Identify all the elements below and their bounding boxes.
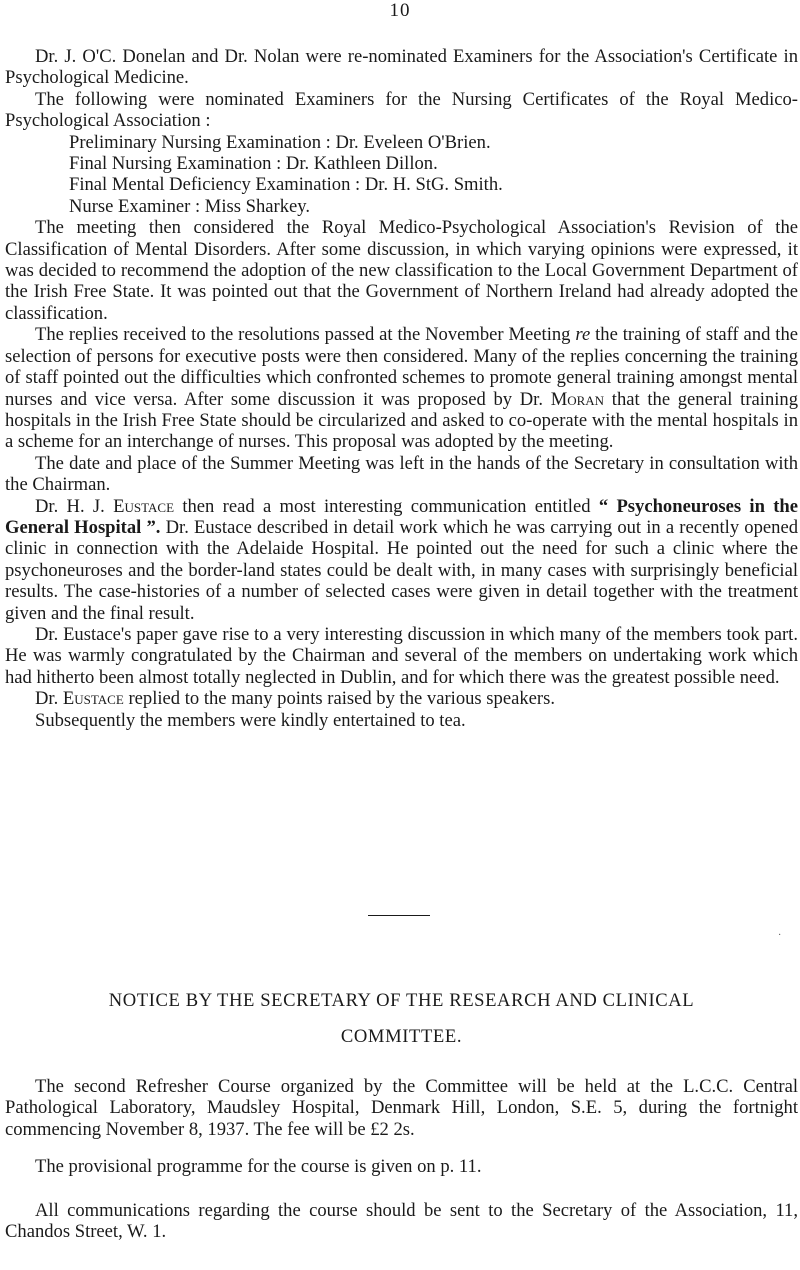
paragraph-summer-meeting: The date and place of the Summer Meeting was left in the hands of the Secretary in consultation with the Chairman. (5, 452, 798, 496)
notice-body (5, 1076, 798, 1140)
notice-paragraph-programme: The provisional programme for the course is given on p. 11. (35, 1156, 482, 1177)
speck-mark: · (778, 930, 782, 941)
section-divider (368, 915, 430, 916)
communication-title: “ Psychoneuroses in the General Hospital ”. (5, 495, 799, 538)
paragraph-tea: Subsequently the members were kindly entertained to tea. (35, 709, 466, 731)
examiner-line: Preliminary Nursing Examination : Dr. Eveleen O'Brien. (69, 131, 491, 153)
notice-heading-line2: COMMITTEE. (340, 1026, 463, 1047)
notice-heading-line1: NOTICE BY THE SECRETARY OF THE RESEARCH AND CLINICAL (108, 990, 695, 1011)
speaker-name: Moran (550, 388, 605, 410)
speaker-name: Eustace (62, 688, 124, 710)
notice-body-communications (5, 1200, 798, 1243)
paragraph-examiners-renominated: Dr. J. O'C. Donelan and Dr. Nolan were re-nominated Examiners for the Association's Certificate in Psychological Medicine. (5, 46, 798, 89)
page-number: 10 (389, 0, 411, 21)
notice-body-programme (5, 1156, 798, 1177)
paragraph-classification: The meeting then considered the Royal Medico-Psychological Association's Revision of the Classification of Mental Disorders. After some discussion, in which varying opinions were expressed, it was decided to recommend the adoption of the new classification to the Local Government Department of the Irish Free State. It was pointed out that the Government of Northern Ireland had already adopted the classification. (5, 217, 798, 324)
paragraph-reply: Dr. Eustace replied to the many points raised by the various speakers. (35, 688, 555, 710)
notice-paragraph-course: The second Refresher Course organized by the Committee will be held at the L.C.C. Central Pathological Laboratory, Maudsley Hospital, Denmark Hill, London, S.E. 5, during the fortnight commencing November 8, 1937. The fee will be £2 2s. (5, 1076, 798, 1140)
notice-paragraph-communications: All communications regarding the course should be sent to the Secretary of the Association, 11, Chandos Street, W. 1. (5, 1200, 798, 1243)
paragraph-communication: Dr. H. J. Eustace then read a most interesting communication entitled “ Psychoneuroses in the General Hospital ”. Dr. Eustace described in detail work which he was carrying out in a recently opened clinic in connection with the Adelaide Hospital. He pointed out the need for such a clinic where the psychoneuroses and the border-land states could be dealt with, in many cases with surprisingly beneficial results. The case-histories of a number of selected cases were given in detail together with the treatment given and the final result. (5, 495, 799, 624)
minutes-section (5, 46, 798, 731)
paragraph-discussion: Dr. Eustace's paper gave rise to a very interesting discussion in which many of the members took part. He was warmly congratulated by the Chairman and several of the members on undertaking work which had hitherto been almost totally neglected in Dublin, and for which there was the greatest possible need. (5, 623, 798, 688)
re-term: re (575, 324, 591, 346)
paragraph-nursing-examiners-intro: The following were nominated Examiners for the Nursing Certificates of the Royal Medico-Psychological Association : (5, 88, 798, 132)
speaker-name: Eustace (113, 495, 175, 517)
paragraph-staff-training: The replies received to the resolutions passed at the November Meeting re the training of staff and the selection of persons for executive posts were then considered. Many of the replies concerning the training of staff pointed out the difficulties which confronted schemes to promote general training amongst mental nurses and vice versa. After some discussion it was proposed by Dr. Moran that the general training hospitals in the Irish Free State should be circularized and asked to co-operate with the mental hospitals in a scheme for an interchange of nurses. This proposal was adopted by the meeting. (5, 324, 798, 453)
examiner-line: Nurse Examiner : Miss Sharkey. (69, 195, 310, 217)
examiner-line: Final Mental Deficiency Examination : Dr. H. StG. Smith. (69, 174, 503, 196)
examiner-line: Final Nursing Examination : Dr. Kathleen Dillon. (69, 153, 438, 175)
